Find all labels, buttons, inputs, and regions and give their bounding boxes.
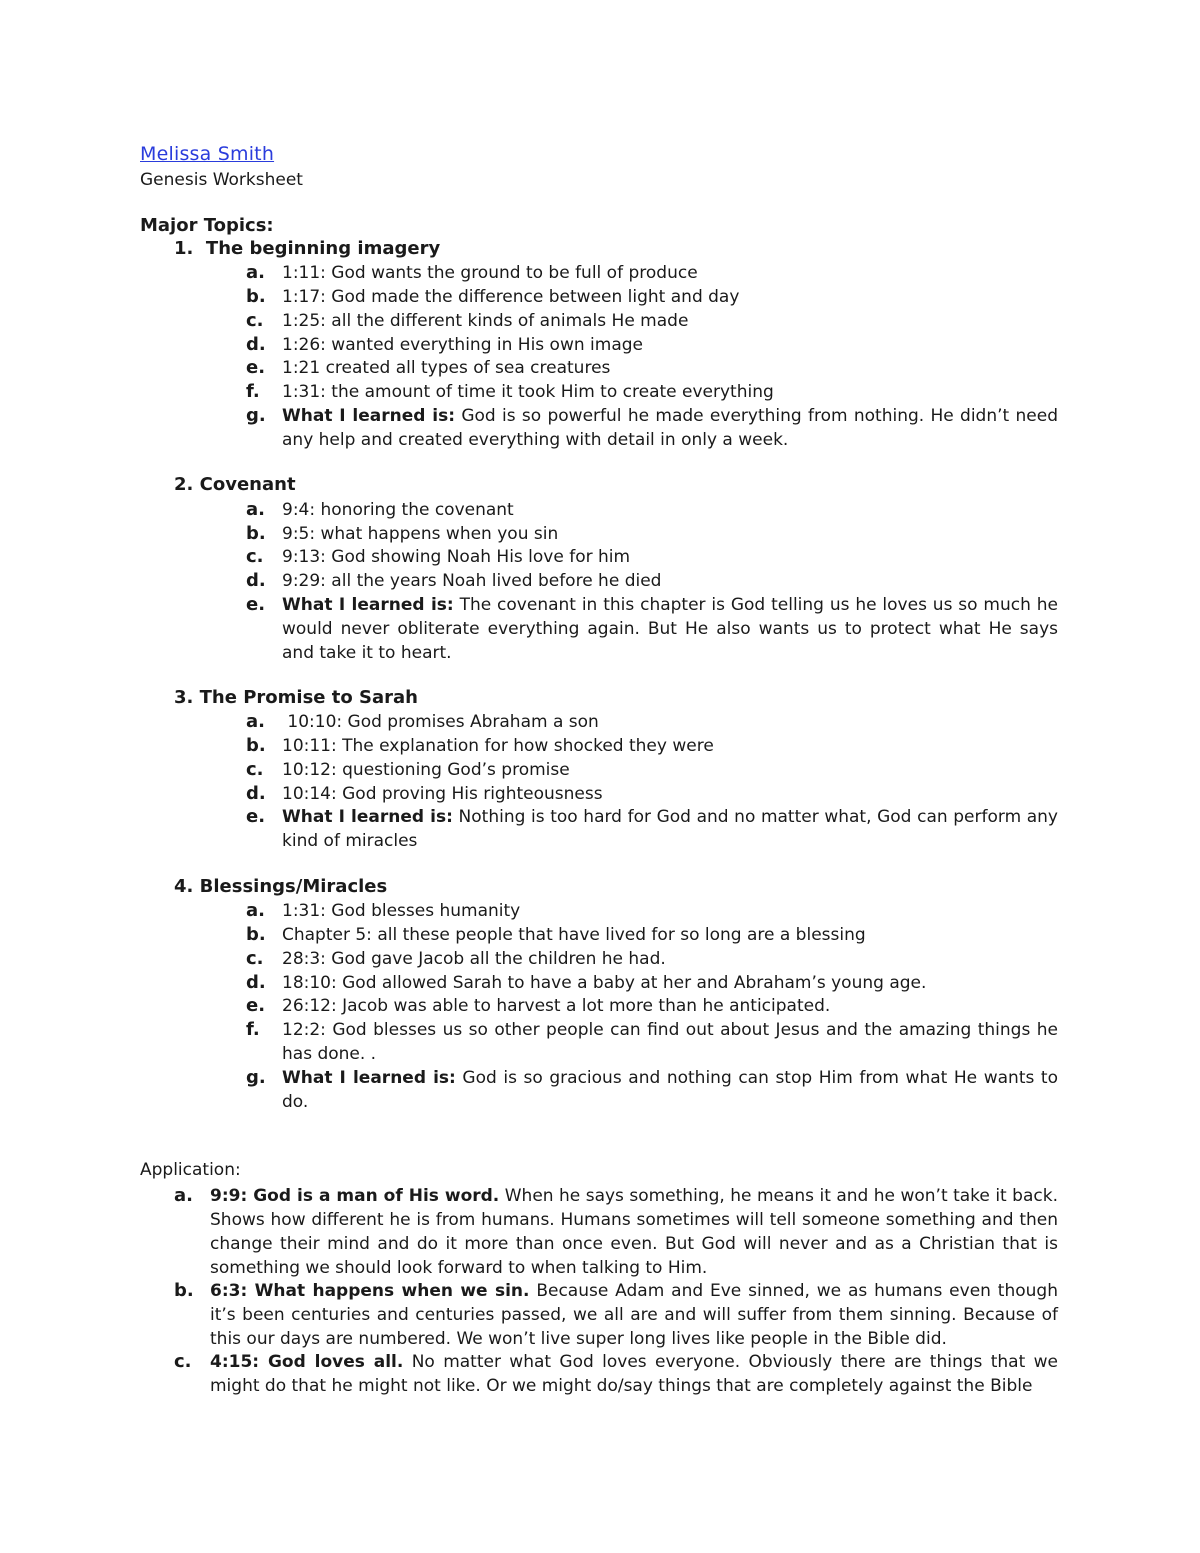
list-letter: g. [246,1067,266,1088]
list-letter: a. [246,262,265,283]
list-item [246,805,1058,853]
list-letter: c. [246,546,264,567]
item-text: 1:25: all the different kinds of animals He made [282,311,689,331]
learned-label: What I learned is: [282,406,456,426]
topic-number: 1. [174,238,194,259]
learned-label: What I learned is: [282,807,453,827]
list-item [246,947,1058,971]
list-item [246,569,1058,593]
list-item [246,971,1058,995]
list-letter: c. [246,310,264,331]
item-text: 9:4: honoring the covenant [282,500,514,520]
list-item [246,734,1058,758]
topic-title: Covenant [199,474,296,495]
list-letter: b. [246,523,266,544]
item-text: 9:5: what happens when you sin [282,524,559,544]
item-text: 10:10: God promises Abraham a son [282,712,599,732]
topic-number: 4. [174,876,194,897]
application-heading: 6:3: What happens when we sin. [210,1281,530,1301]
list-letter: e. [246,594,266,615]
list-item [246,545,1058,569]
list-letter: f. [246,1019,260,1040]
item-text: 1:21 created all types of sea creatures [282,358,611,378]
list-letter: e. [246,806,266,827]
application-heading: 4:15: God loves all. [210,1352,404,1372]
list-item [246,758,1058,782]
list-letter: b. [246,924,266,945]
item-text: 28:3: God gave Jacob all the children he had. [282,949,666,969]
topic-heading [174,474,296,495]
topic-heading [174,238,440,259]
item-text: The covenant in this chapter is God telling us he loves us so much he would never obliterate everything again. But He also wants us to protect what He says and take it to heart. [282,595,1058,663]
item-text: When he says something, he means it and he won’t take it back. Shows how different he is from humans. Humans sometimes will tell someone something and then change their mind and do it more than once even. But God will never and as a Christian that is something we should look forward to when talking to Him. [210,1186,1058,1278]
item-text: Nothing is too hard for God and no matter what, God can perform any kind of miracles [282,807,1058,851]
list-letter: c. [246,759,264,780]
list-item [246,1066,1058,1114]
learned-label: What I learned is: [282,595,454,615]
learned-label: What I learned is: [282,1068,456,1088]
list-item [246,380,1058,404]
list-item [246,498,1058,522]
item-text: God is so gracious and nothing can stop Him from what He wants to do. [282,1068,1058,1112]
list-letter: d. [246,570,266,591]
item-text: 1:31: the amount of time it took Him to create everything [282,382,774,402]
item-text: Because Adam and Eve sinned, we as humans even though it’s been centuries and centuries passed, we all are and will suffer from them sinning. Because of this our days are numbered. We won’t live super long lives like people in the Bible did. [210,1281,1058,1349]
list-item [246,593,1058,665]
list-letter: d. [246,334,266,355]
application-item [174,1279,1058,1351]
list-letter: c. [246,948,264,969]
item-text: 9:13: God showing Noah His love for him [282,547,631,567]
item-text: 12:2: God blesses us so other people can find out about Jesus and the amazing things he has done. . [282,1020,1058,1064]
topic-heading [174,876,387,897]
list-item [246,923,1058,947]
list-item [246,404,1058,452]
author-link[interactable]: Melissa Smith [140,143,275,165]
list-item [246,285,1058,309]
item-text: 1:17: God made the difference between light and day [282,287,740,307]
list-letter: a. [246,711,265,732]
item-text: 10:14: God proving His righteousness [282,784,603,804]
item-text: No matter what God loves everyone. Obviously there are things that we might do that he might not like. Or we might do/say things that are completely against the Bible [210,1352,1058,1396]
application-item [174,1350,1058,1398]
list-item [246,309,1058,333]
list-item [246,782,1058,806]
list-letter: a. [174,1185,193,1206]
list-item [246,994,1058,1018]
item-text: 1:26: wanted everything in His own image [282,335,643,355]
list-letter: g. [246,405,266,426]
list-item [246,1018,1058,1066]
document-title: Genesis Worksheet [140,170,303,190]
list-letter: e. [246,357,266,378]
list-item [246,356,1058,380]
list-letter: b. [246,286,266,307]
list-letter: d. [246,972,266,993]
topic-title: The beginning imagery [205,238,441,259]
list-item [246,522,1058,546]
application-label: Application: [140,1160,241,1180]
list-letter: b. [246,735,266,756]
list-letter: f. [246,381,260,402]
topic-number: 3. [174,687,194,708]
item-text: God is so powerful he made everything from nothing. He didn’t need any help and created everything with detail in only a week. [282,406,1058,450]
item-text: Chapter 5: all these people that have lived for so long are a blessing [282,925,866,945]
list-item [246,899,1058,923]
topic-title: Blessings/Miracles [199,876,388,897]
item-text: 9:29: all the years Noah lived before he died [282,571,662,591]
topic-heading [174,687,418,708]
list-letter: a. [246,900,265,921]
list-letter: d. [246,783,266,804]
list-letter: c. [174,1351,192,1372]
list-letter: a. [246,499,265,520]
item-text: 10:12: questioning God’s promise [282,760,570,780]
major-topics-label: Major Topics: [140,215,274,236]
list-letter: e. [246,995,266,1016]
item-text: 18:10: God allowed Sarah to have a baby at her and Abraham’s young age. [282,973,927,993]
topic-title: The Promise to Sarah [199,687,418,708]
list-item [246,710,1058,734]
item-text: 10:11: The explanation for how shocked they were [282,736,714,756]
application-item [174,1184,1058,1280]
item-text: 1:31: God blesses humanity [282,901,521,921]
item-text: 26:12: Jacob was able to harvest a lot more than he anticipated. [282,996,831,1016]
list-item [246,261,1058,285]
topic-number: 2. [174,474,194,495]
application-heading: 9:9: God is a man of His word. [210,1186,500,1206]
item-text: 1:11: God wants the ground to be full of produce [282,263,698,283]
list-item [246,333,1058,357]
list-letter: b. [174,1280,194,1301]
